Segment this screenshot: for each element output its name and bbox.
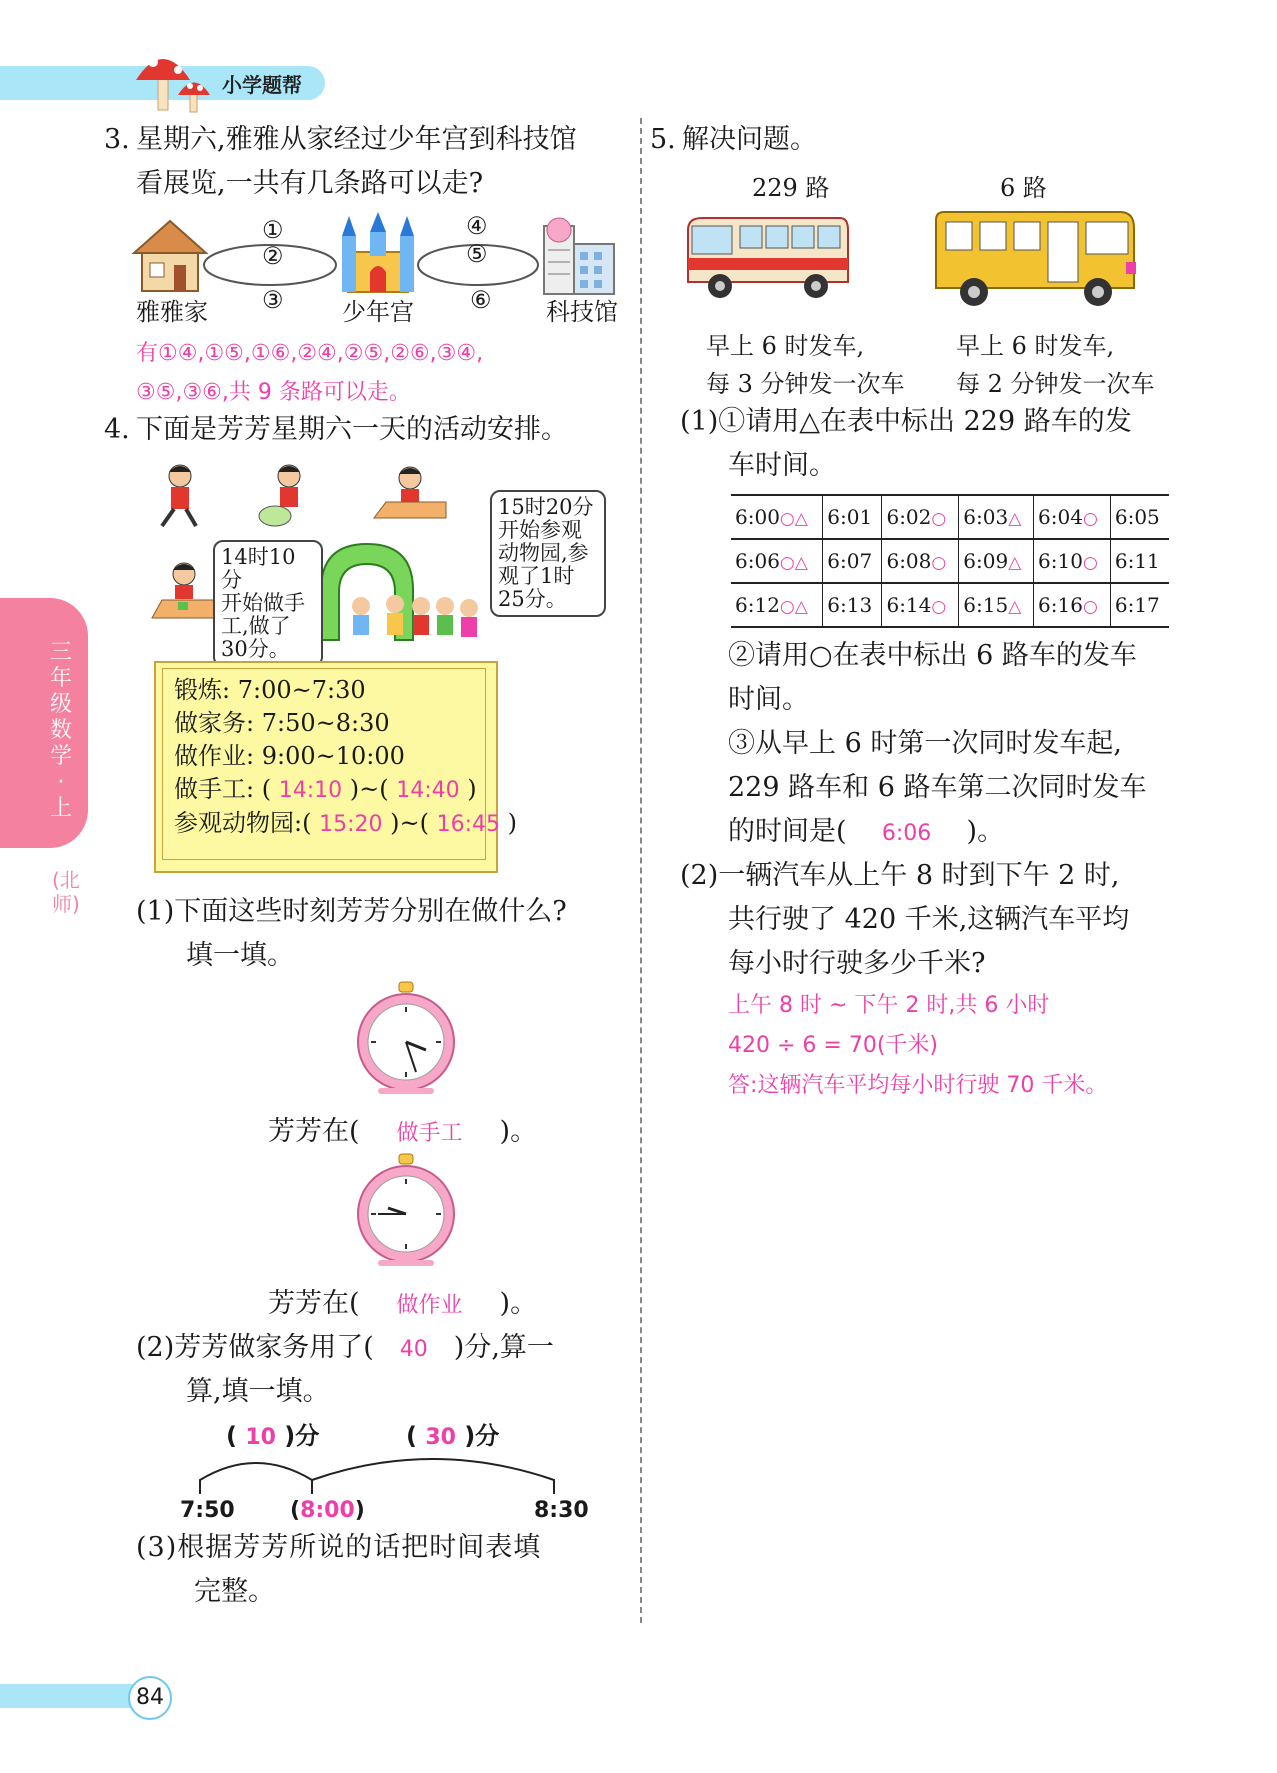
q5-title: 解决问题。 — [682, 124, 817, 155]
bubble-left-line: 30分。 — [221, 637, 290, 661]
table-cell: 6:07 — [823, 539, 882, 583]
bubble-right — [490, 490, 606, 617]
handcraft-end-answer: 14:40 — [396, 778, 460, 803]
table-row — [731, 539, 1169, 583]
q5-p1c-line2: 229 路车和 6 路车第二次同时发车 — [728, 772, 1147, 803]
kid-studying-icon — [370, 462, 450, 524]
schedule-row: 做作业: 9:00~10:00 — [174, 742, 405, 770]
bubble-left — [213, 540, 323, 667]
bubble-right-line: 观了1时 — [498, 564, 575, 588]
route-2: ② — [262, 242, 284, 270]
side-tab — [0, 598, 88, 848]
bus-icon — [930, 206, 1140, 310]
bubble-left-line: 工,做了 — [221, 614, 291, 638]
side-grade-label: 三年级数学·上 — [49, 640, 72, 821]
table-cell: 6:01 — [823, 495, 882, 539]
second-joint-departure-answer: 6:06 — [881, 821, 932, 846]
q5-p2-line2: 共行驶了 420 千米,这辆汽车平均 — [728, 904, 1130, 935]
q3-answer-line1: 有①④,①⑤,①⑥,②④,②⑤,②⑥,③④, — [136, 341, 484, 366]
timeline-seg1-answer: 10 — [245, 1425, 276, 1450]
q4-number: 4. — [104, 414, 130, 445]
table-cell: 6:15△ — [959, 583, 1034, 627]
table-cell: 6:03△ — [959, 495, 1034, 539]
departure-table — [731, 494, 1169, 628]
q4-p2-line1: (2)芳芳做家务用了( 40 )分,算一 — [136, 1326, 554, 1372]
bus-icon — [680, 210, 852, 302]
zoo-end-answer: 16:45 — [436, 812, 500, 837]
circle-mark: ○ — [779, 597, 795, 617]
table-cell: 6:11 — [1110, 539, 1169, 583]
circle-mark: ○ — [1082, 509, 1098, 529]
column-divider — [640, 118, 642, 1623]
circle-mark: ○ — [1082, 553, 1098, 573]
timeline-start: 7:50 — [180, 1498, 235, 1523]
table-cell: 6:02○ — [882, 495, 959, 539]
clock1-answer: 做手工 — [396, 1121, 463, 1146]
place-museum: 科技馆 — [546, 298, 618, 326]
clock-icon — [352, 1152, 460, 1268]
q4-intro: 下面是芳芳星期六一天的活动安排。 — [136, 414, 568, 445]
circle-mark: ○ — [1082, 597, 1098, 617]
q5-answer-line3: 答:这辆汽车平均每小时行驶 70 千米。 — [728, 1073, 1108, 1098]
zoo-gate-icon — [315, 540, 485, 646]
bus-a-desc1: 早上 6 时发车, — [706, 332, 865, 360]
footer-band — [0, 1684, 140, 1708]
p2-chores-answer: 40 — [399, 1337, 428, 1362]
clock-icon — [352, 980, 460, 1096]
triangle-mark: △ — [1008, 597, 1022, 617]
circle-mark: ○ — [931, 553, 947, 573]
bubble-right-line: 开始参观 — [498, 518, 582, 542]
table-cell: 6:08○ — [882, 539, 959, 583]
schedule-row: 做家务: 7:50~8:30 — [174, 709, 390, 737]
table-cell: 6:16○ — [1034, 583, 1111, 627]
palace-icon — [338, 212, 418, 296]
bus-b-desc2: 每 2 分钟发一次车 — [956, 370, 1155, 398]
q4-p3-line1: (3)根据芳芳所说的话把时间表填 — [136, 1532, 542, 1563]
q4-p1-line2: 填一填。 — [186, 940, 294, 971]
q3-line2: 看展览,一共有几条路可以走? — [136, 168, 484, 199]
bubble-right-line: 动物园,参 — [498, 541, 589, 565]
table-cell: 6:00○△ — [731, 495, 823, 539]
schedule-list — [174, 674, 517, 841]
circle-mark: ○ — [931, 509, 947, 529]
circle-mark: ○ — [779, 553, 795, 573]
clock2-answer: 做作业 — [396, 1293, 463, 1318]
q5-p1-line1: (1)①请用△在表中标出 229 路车的发 — [680, 406, 1132, 437]
q5-p1c-line1: ③从早上 6 时第一次同时发车起, — [728, 728, 1122, 759]
timeline-mid: (8:00) — [290, 1498, 365, 1523]
kid-washing-icon — [255, 462, 315, 532]
table-cell: 6:14○ — [882, 583, 959, 627]
house-icon — [130, 215, 210, 295]
bubble-right-line: 25分。 — [498, 587, 567, 611]
bus-a-desc2: 每 3 分钟发一次车 — [706, 370, 905, 398]
table-cell: 6:04○ — [1034, 495, 1111, 539]
triangle-mark: △ — [794, 509, 808, 529]
place-palace: 少年宫 — [342, 298, 414, 326]
table-cell: 6:13 — [823, 583, 882, 627]
table-cell: 6:06○△ — [731, 539, 823, 583]
bubble-left-line: 开始做手 — [221, 591, 305, 615]
triangle-mark: △ — [794, 597, 808, 617]
q3-line1: 星期六,雅雅从家经过少年宫到科技馆 — [136, 124, 577, 155]
table-cell: 6:09△ — [959, 539, 1034, 583]
q5-answer-line2: 420 ÷ 6 = 70(千米) — [728, 1033, 938, 1058]
route-3: ③ — [262, 286, 284, 314]
clock1-sentence: 芳芳在( 做手工 )。 — [268, 1110, 537, 1156]
circle-mark: ○ — [931, 597, 947, 617]
q5-p1b-line1: ②请用○在表中标出 6 路车的发车 — [728, 640, 1137, 671]
table-cell: 6:17 — [1110, 583, 1169, 627]
q5-number: 5. — [650, 124, 676, 155]
q5-p1c-line3: 的时间是( 6:06 )。 — [728, 810, 1004, 856]
bus-b-label: 6 路 — [1000, 174, 1047, 202]
handcraft-start-answer: 14:10 — [278, 778, 343, 803]
timeline-end: 8:30 — [534, 1498, 589, 1523]
bus-b-desc1: 早上 6 时发车, — [956, 332, 1115, 360]
route-1: ① — [262, 216, 284, 244]
table-cell: 6:05 — [1110, 495, 1169, 539]
circle-mark: ○ — [779, 509, 795, 529]
timeline-seg2-answer: 30 — [425, 1425, 456, 1450]
museum-icon — [540, 216, 620, 296]
kid-crafting-icon — [150, 560, 220, 622]
schedule-row-handcraft: 做手工: ( 14:10 )~( 14:40 ) — [174, 775, 477, 803]
triangle-mark: △ — [1008, 553, 1022, 573]
zoo-start-answer: 15:20 — [319, 812, 383, 837]
table-cell: 6:10○ — [1034, 539, 1111, 583]
place-home: 雅雅家 — [136, 298, 208, 326]
q4-p2-line2: 算,填一填。 — [186, 1376, 330, 1407]
bubble-left-line: 14时10分 — [221, 545, 296, 592]
q3-number: 3. — [104, 124, 130, 155]
schedule-row-zoo: 参观动物园:( 15:20 )~( 16:45 ) — [174, 809, 517, 837]
table-cell: 6:12○△ — [731, 583, 823, 627]
timeline-diagram — [196, 1450, 566, 1510]
header-title: 小学题帮 — [222, 73, 302, 97]
table-row — [731, 583, 1169, 627]
kid-running-icon — [150, 462, 210, 532]
timeline-seg1-label: ( 10 )分 — [226, 1422, 320, 1450]
q5-p1b-line2: 时间。 — [728, 684, 809, 715]
route-6: ⑥ — [470, 286, 492, 314]
page-number: 84 — [128, 1676, 172, 1720]
q4-p3-line2: 完整。 — [194, 1576, 275, 1607]
side-edition-label: (北师) — [52, 868, 80, 916]
q5-p1-line2: 车时间。 — [728, 450, 836, 481]
table-row — [731, 495, 1169, 539]
triangle-mark: △ — [794, 553, 808, 573]
q5-p2-line1: (2)一辆汽车从上午 8 时到下午 2 时, — [680, 860, 1120, 891]
q3-answer-line2: ③⑤,③⑥,共 9 条路可以走。 — [136, 380, 411, 405]
timeline-seg2-label: ( 30 )分 — [406, 1422, 500, 1450]
bus-a-label: 229 路 — [752, 174, 830, 202]
route-4: ④ — [466, 212, 488, 240]
timeline-mid-answer: 8:00 — [300, 1498, 355, 1523]
mushroom-logo-icon — [128, 40, 218, 120]
bubble-right-line: 15时20分 — [498, 495, 594, 519]
route-5: ⑤ — [466, 240, 488, 268]
q4-p1-line1: (1)下面这些时刻芳芳分别在做什么? — [136, 896, 567, 927]
q5-p2-line3: 每小时行驶多少千米? — [728, 948, 986, 979]
q5-answer-line1: 上午 8 时 ~ 下午 2 时,共 6 小时 — [728, 993, 1050, 1018]
triangle-mark: △ — [1008, 509, 1022, 529]
schedule-row: 锻炼: 7:00~7:30 — [174, 676, 366, 704]
clock2-sentence: 芳芳在( 做作业 )。 — [268, 1282, 537, 1328]
